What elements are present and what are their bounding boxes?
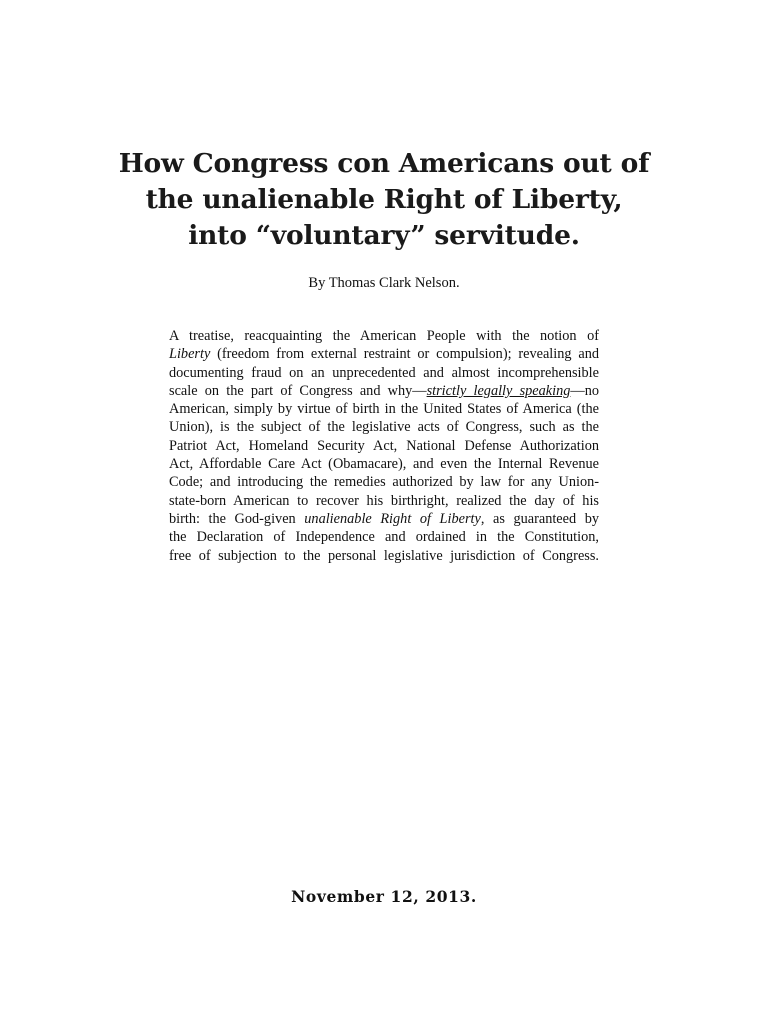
title-line: How Congress con Americans out of [118, 148, 650, 179]
abstract-line [169, 510, 599, 528]
abstract-text: —no [570, 382, 599, 399]
abstract-line [169, 345, 599, 363]
abstract-line: free of subjection to the personal legislative jurisdiction of Congress. [169, 547, 599, 564]
abstract-line: American, simply by virtue of birth in the United States of America (the [169, 401, 599, 418]
abstract-line: documenting fraud on an unprecedented and almost incomprehensible [169, 364, 599, 381]
abstract-text: birth: the God-given [169, 510, 305, 527]
emphasis-phrase: unalienable Right of Liberty [304, 510, 481, 527]
liberty-term: Liberty [169, 346, 211, 363]
abstract-line: Union), is the subject of the legislative acts of Congress, such as the [169, 419, 599, 436]
abstract-text: (freedom from external restraint or compulsion); revealing and [210, 346, 599, 363]
title-line: into “voluntary” servitude. [188, 220, 580, 251]
abstract-line: state-born American to recover his birthright, realized the day of his [169, 492, 599, 509]
abstract-line: the Declaration of Independence and ordained in the Constitution, [169, 529, 599, 546]
abstract-line [169, 382, 599, 400]
abstract-line: Code; and introducing the remedies authorized by law for any Union- [169, 474, 599, 491]
abstract-line: Act, Affordable Care Act (Obamacare), and even the Internal Revenue [169, 456, 599, 473]
title-line: the unalienable Right of Liberty, [145, 184, 623, 215]
document-title [40, 146, 728, 254]
abstract-text: , as guaranteed by [480, 510, 600, 527]
abstract-line: Patriot Act, Homeland Security Act, National Defense Authorization [169, 437, 599, 454]
abstract-paragraph [169, 327, 599, 565]
abstract-text: scale on the part of Congress and why— [169, 382, 427, 399]
document-date: November 12, 2013. [291, 887, 477, 906]
emphasis-phrase: strictly legally speaking [426, 382, 571, 399]
author-byline: By Thomas Clark Nelson. [308, 275, 460, 291]
abstract-line: A treatise, reacquainting the American People with the notion of [169, 328, 599, 344]
